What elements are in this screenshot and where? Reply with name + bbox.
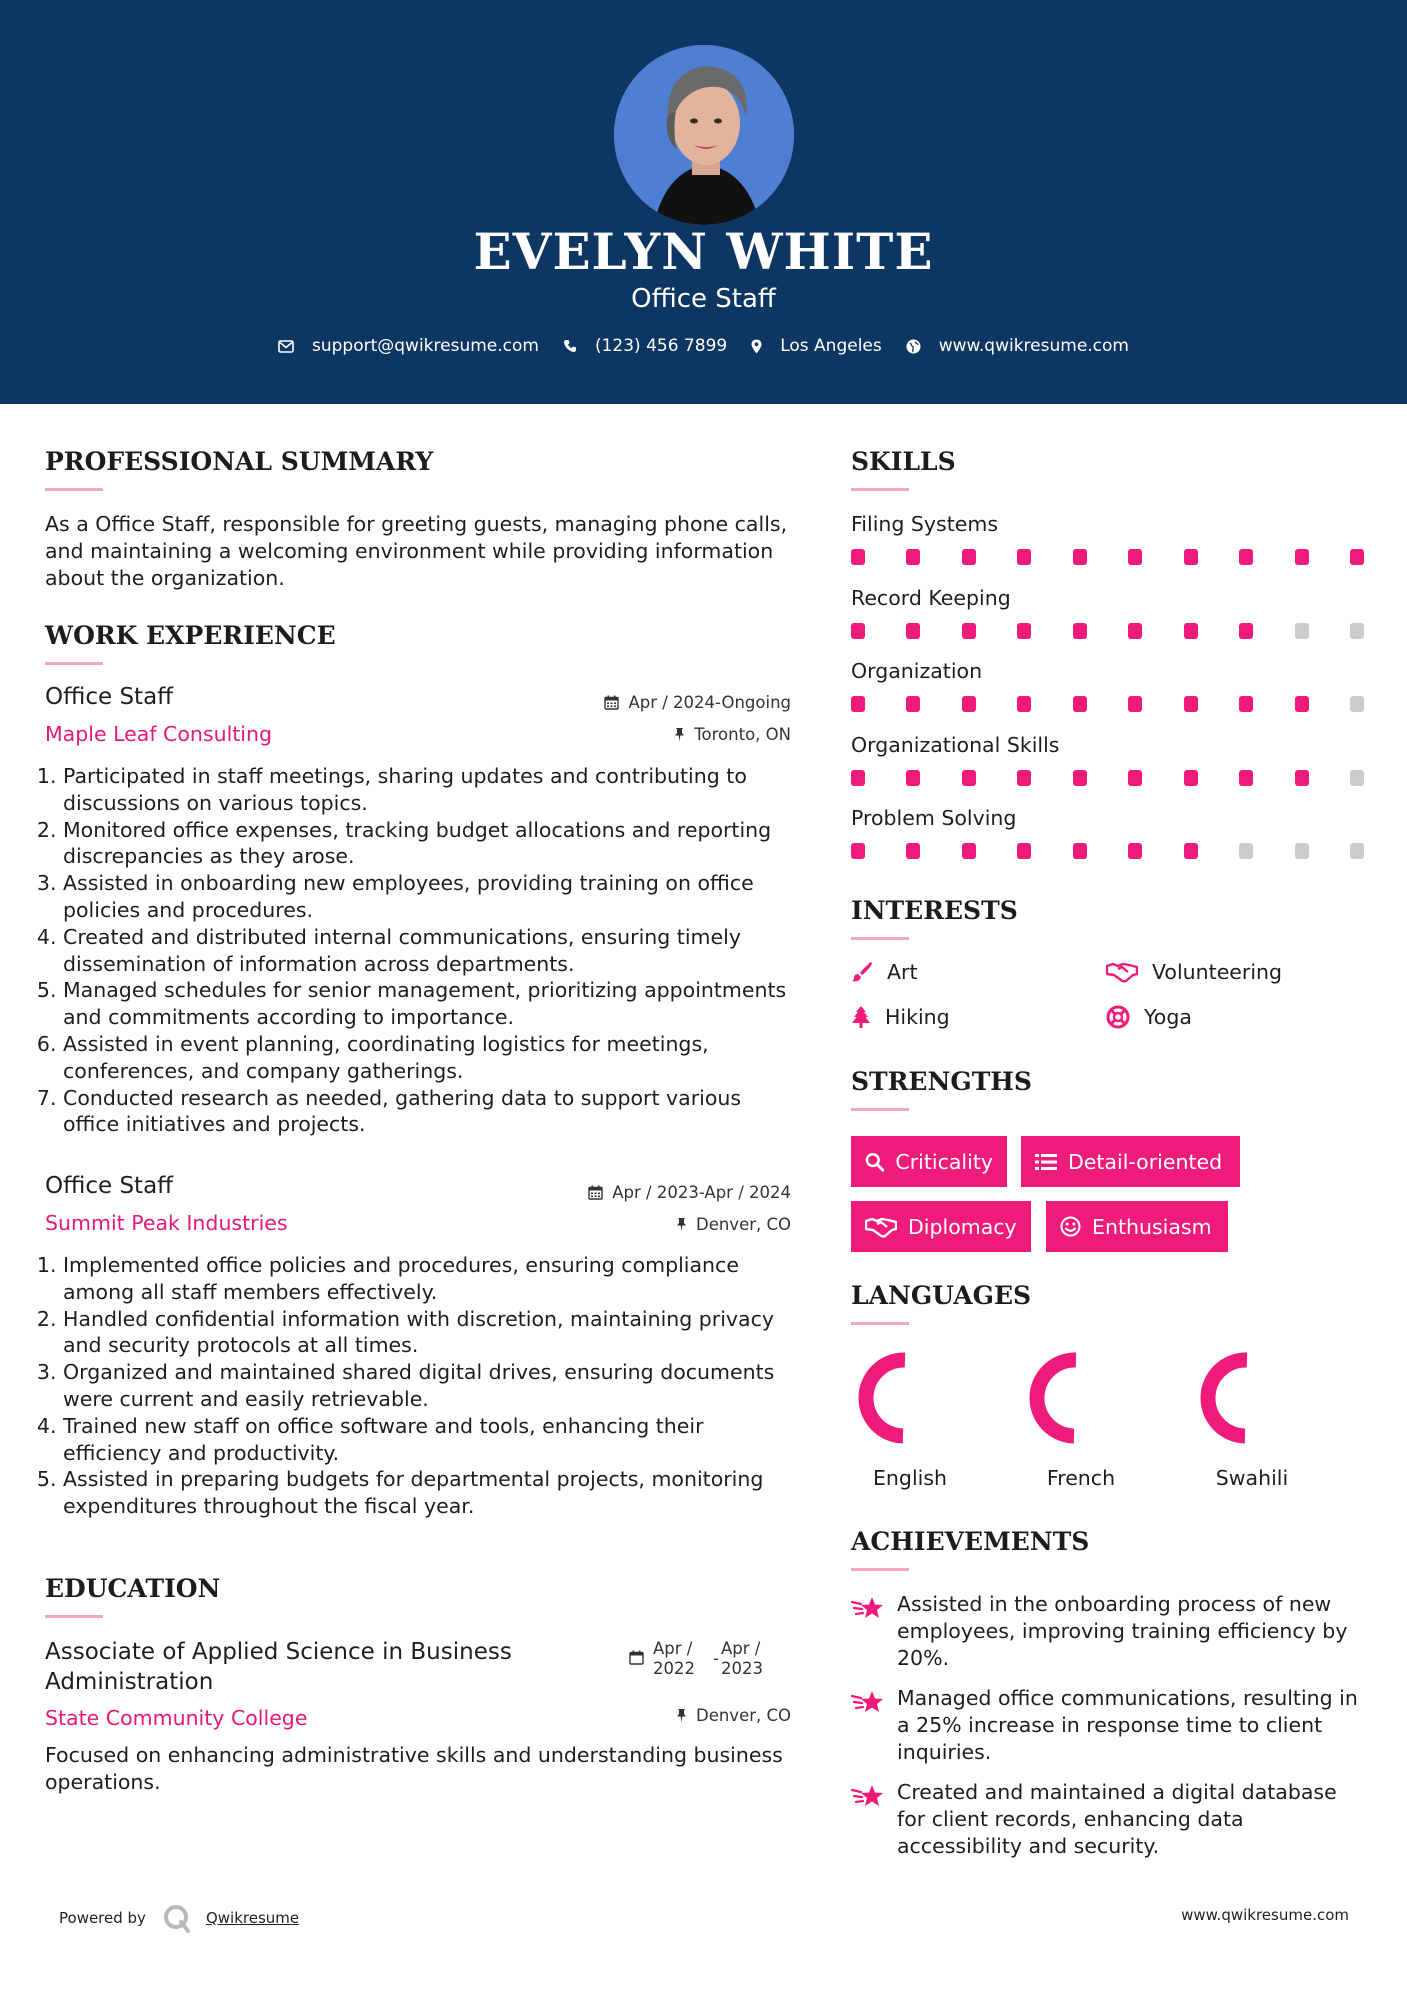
strength-badge bbox=[1021, 1136, 1240, 1187]
strength-label: Enthusiasm bbox=[1092, 1214, 1212, 1239]
skill-name: Problem Solving bbox=[851, 806, 1017, 830]
skill-dot-filled bbox=[906, 549, 920, 565]
education-location-text: Denver, CO bbox=[695, 1706, 791, 1725]
job-location bbox=[676, 1215, 791, 1234]
job-date-text: Apr / 2023-Apr / 2024 bbox=[612, 1183, 791, 1202]
language-label: French bbox=[1046, 1466, 1116, 1490]
portrait-image bbox=[614, 45, 794, 225]
skills-rule bbox=[851, 488, 909, 491]
skill-level-dots bbox=[851, 770, 1364, 786]
resume-header bbox=[0, 0, 1407, 404]
language-ring bbox=[1199, 1352, 1291, 1444]
skill-dot-filled bbox=[1128, 770, 1142, 786]
language-ring bbox=[857, 1352, 949, 1444]
list-item: 6. Assisted in event planning, coordinating logistics for meetings, conferences, and company gatherings. bbox=[63, 1031, 797, 1085]
skill-dot-empty bbox=[1350, 770, 1364, 786]
experience-heading: WORK EXPERIENCE bbox=[45, 621, 336, 650]
skill-level-dots bbox=[851, 623, 1364, 639]
shooting-star-icon bbox=[851, 1689, 885, 1715]
education-start: Apr / 2022 bbox=[653, 1639, 695, 1678]
skill-name: Filing Systems bbox=[851, 512, 999, 536]
contact-bar bbox=[0, 336, 1407, 356]
skill-name: Organization bbox=[851, 659, 983, 683]
achievement-text: Created and maintained a digital database for client records, enhancing data accessibility and security. bbox=[897, 1780, 1337, 1858]
skill-dot-filled bbox=[962, 770, 976, 786]
interests-heading: INTERESTS bbox=[851, 896, 1018, 925]
job-title: Office Staff bbox=[45, 684, 174, 710]
list-item: 4. Created and distributed internal communications, ensuring timely dissemination of information across departments. bbox=[63, 924, 797, 978]
list-item: 3. Assisted in onboarding new employees, providing training on office policies and procedures. bbox=[63, 870, 797, 924]
map-pin-icon bbox=[751, 339, 762, 354]
school-name: State Community College bbox=[45, 1706, 308, 1730]
calendar-icon bbox=[588, 1185, 603, 1200]
skill-dot-filled bbox=[906, 623, 920, 639]
skill-level-dots bbox=[851, 843, 1364, 859]
pushpin-icon bbox=[674, 727, 685, 742]
languages-heading: LANGUAGES bbox=[851, 1281, 1032, 1310]
strengths-rule bbox=[851, 1108, 909, 1111]
skill-dot-filled bbox=[1184, 696, 1198, 712]
achievement-text: Assisted in the onboarding process of new employees, improving training efficiency by 20%. bbox=[897, 1592, 1348, 1670]
tree-icon bbox=[851, 1006, 871, 1028]
job-location-text: Denver, CO bbox=[695, 1215, 791, 1234]
list-item: 1. Implemented office policies and procedures, ensuring compliance among all staff members effectively. bbox=[63, 1252, 797, 1306]
degree-title: Associate of Applied Science in Business Administration bbox=[45, 1639, 512, 1695]
footer-powered bbox=[59, 1903, 299, 1933]
website-text: www.qwikresume.com bbox=[938, 336, 1129, 356]
calendar-icon bbox=[604, 695, 619, 710]
summary-text: As a Office Staff, responsible for greeting guests, managing phone calls, and maintaining a welcoming environment while providing information about the organization. bbox=[45, 512, 788, 590]
strength-badge bbox=[851, 1201, 1031, 1252]
list-item: 4. Trained new staff on office software and tools, enhancing their efficiency and productivity. bbox=[63, 1413, 797, 1467]
job-company: Maple Leaf Consulting bbox=[45, 722, 273, 746]
skill-dot-filled bbox=[962, 843, 976, 859]
interest-label: Art bbox=[887, 960, 918, 984]
experience-rule bbox=[45, 662, 103, 665]
lifebuoy-icon bbox=[1106, 1005, 1130, 1029]
phone-text: (123) 456 7899 bbox=[594, 336, 728, 356]
skill-dot-filled bbox=[1184, 623, 1198, 639]
globe-icon bbox=[906, 339, 921, 354]
skill-dot-filled bbox=[851, 549, 865, 565]
strength-label: Diplomacy bbox=[908, 1214, 1017, 1239]
language-label: English bbox=[872, 1466, 948, 1490]
calendar-icon bbox=[629, 1650, 644, 1665]
skill-dot-filled bbox=[1350, 549, 1364, 565]
achievement-text: Managed office communications, resulting in a 25% increase in response time to client inquiries. bbox=[897, 1686, 1358, 1764]
avatar bbox=[614, 45, 794, 225]
skill-dot-filled bbox=[851, 843, 865, 859]
qwikresume-logo-icon bbox=[162, 1903, 192, 1933]
skill-dot-filled bbox=[1017, 549, 1031, 565]
skill-dot-filled bbox=[906, 843, 920, 859]
achievement-item bbox=[851, 1779, 1371, 1860]
skill-dot-filled bbox=[962, 696, 976, 712]
skill-dot-filled bbox=[851, 623, 865, 639]
skill-dot-filled bbox=[1073, 549, 1087, 565]
candidate-name: EVELYN WHITE bbox=[473, 222, 934, 281]
achievements-heading: ACHIEVEMENTS bbox=[851, 1527, 1090, 1556]
skill-dot-filled bbox=[906, 696, 920, 712]
contact-location bbox=[751, 336, 882, 356]
candidate-role: Office Staff bbox=[631, 284, 776, 314]
education-heading: EDUCATION bbox=[45, 1574, 221, 1603]
interest-label: Yoga bbox=[1144, 1005, 1192, 1029]
skill-dot-filled bbox=[1073, 843, 1087, 859]
qwikresume-link[interactable]: Qwikresume bbox=[205, 1909, 300, 1927]
strengths-heading: STRENGTHS bbox=[851, 1067, 1032, 1096]
interest-label: Hiking bbox=[885, 1005, 950, 1029]
skill-dot-filled bbox=[1239, 696, 1253, 712]
skill-dot-filled bbox=[1017, 843, 1031, 859]
job-location bbox=[674, 725, 791, 744]
envelope-icon bbox=[278, 340, 294, 353]
job-bullets bbox=[45, 763, 797, 1138]
skill-dot-empty bbox=[1239, 843, 1253, 859]
skill-dot-filled bbox=[962, 549, 976, 565]
list-item: 5. Managed schedules for senior management, prioritizing appointments and commitments according to importance. bbox=[63, 977, 797, 1031]
job-bullets bbox=[45, 1252, 797, 1520]
handshake-icon bbox=[865, 1216, 897, 1238]
list-item: 1. Participated in staff meetings, sharing updates and contributing to discussions on various topics. bbox=[63, 763, 797, 817]
language-ring bbox=[1028, 1352, 1120, 1444]
skill-dot-filled bbox=[962, 623, 976, 639]
job-title: Office Staff bbox=[45, 1173, 174, 1199]
skill-dot-filled bbox=[851, 770, 865, 786]
education-end: Apr / 2023 bbox=[720, 1639, 763, 1678]
skill-dot-filled bbox=[1184, 843, 1198, 859]
education-dates bbox=[629, 1639, 771, 1679]
skill-dot-filled bbox=[1184, 549, 1198, 565]
language-label: Swahili bbox=[1215, 1466, 1289, 1490]
achievement-item bbox=[851, 1685, 1371, 1766]
job-date bbox=[588, 1183, 791, 1202]
contact-email[interactable] bbox=[278, 336, 539, 356]
skill-dot-filled bbox=[1128, 549, 1142, 565]
skill-level-dots bbox=[851, 549, 1364, 565]
handshake-icon bbox=[1106, 961, 1138, 983]
interest-label: Volunteering bbox=[1152, 960, 1283, 984]
shooting-star-icon bbox=[851, 1783, 885, 1809]
shooting-star-icon bbox=[851, 1595, 885, 1621]
strength-badge bbox=[851, 1136, 1007, 1187]
interest-hiking bbox=[851, 1005, 950, 1029]
interests-rule bbox=[851, 937, 909, 940]
strength-badge bbox=[1046, 1201, 1228, 1252]
skill-dot-filled bbox=[1073, 770, 1087, 786]
smile-icon bbox=[1060, 1216, 1081, 1237]
skill-level-dots bbox=[851, 696, 1364, 712]
strength-label: Criticality bbox=[895, 1149, 993, 1174]
education-location bbox=[676, 1706, 791, 1725]
skill-dot-filled bbox=[1239, 549, 1253, 565]
list-item: 7. Conducted research as needed, gathering data to support various office initiatives and projects. bbox=[63, 1085, 797, 1139]
phone-icon bbox=[563, 339, 577, 353]
skill-dot-filled bbox=[1073, 696, 1087, 712]
job-date-text: Apr / 2024-Ongoing bbox=[628, 693, 791, 712]
list-icon bbox=[1035, 1153, 1057, 1171]
location-text: Los Angeles bbox=[780, 336, 882, 356]
skill-dot-filled bbox=[851, 696, 865, 712]
skill-dot-filled bbox=[1017, 696, 1031, 712]
skill-dot-filled bbox=[1017, 623, 1031, 639]
interest-art bbox=[851, 960, 918, 984]
skill-dot-filled bbox=[1239, 623, 1253, 639]
skill-dot-filled bbox=[1128, 696, 1142, 712]
skill-dot-empty bbox=[1295, 843, 1309, 859]
skill-dot-filled bbox=[1017, 770, 1031, 786]
date-separator: - bbox=[713, 1649, 719, 1668]
pushpin-icon bbox=[676, 1708, 687, 1723]
summary-rule bbox=[45, 488, 103, 491]
paintbrush-icon bbox=[851, 961, 873, 983]
skill-dot-filled bbox=[1295, 549, 1309, 565]
skill-dot-empty bbox=[1295, 623, 1309, 639]
interest-yoga bbox=[1106, 1005, 1192, 1029]
strength-label: Detail-oriented bbox=[1068, 1149, 1223, 1174]
skill-dot-filled bbox=[1128, 623, 1142, 639]
contact-website[interactable] bbox=[906, 336, 1129, 356]
job-date bbox=[604, 693, 791, 712]
languages-rule bbox=[851, 1322, 909, 1325]
footer-site[interactable]: www.qwikresume.com bbox=[1181, 1906, 1349, 1924]
contact-phone[interactable] bbox=[563, 336, 727, 356]
skill-dot-filled bbox=[1295, 770, 1309, 786]
skill-name: Record Keeping bbox=[851, 585, 1011, 610]
list-item: 2. Monitored office expenses, tracking budget allocations and reporting discrepancies as they arose. bbox=[63, 817, 797, 871]
education-description: Focused on enhancing administrative skills and understanding business operations. bbox=[45, 1743, 783, 1794]
interest-volunteering bbox=[1106, 960, 1282, 984]
education-rule bbox=[45, 1615, 103, 1618]
job-location-text: Toronto, ON bbox=[694, 725, 791, 744]
skill-dot-empty bbox=[1350, 623, 1364, 639]
job-company: Summit Peak Industries bbox=[45, 1211, 288, 1235]
summary-heading: PROFESSIONAL SUMMARY bbox=[45, 447, 434, 476]
skill-dot-empty bbox=[1350, 843, 1364, 859]
powered-by-text: Powered by bbox=[59, 1909, 146, 1927]
skill-dot-filled bbox=[1295, 696, 1309, 712]
list-item: 2. Handled confidential information with discretion, maintaining privacy and security protocols at all times. bbox=[63, 1306, 797, 1360]
skill-dot-empty bbox=[1350, 696, 1364, 712]
list-item: 5. Assisted in preparing budgets for departmental projects, monitoring expenditures throughout the fiscal year. bbox=[63, 1466, 797, 1520]
skill-dot-filled bbox=[1128, 843, 1142, 859]
skill-dot-filled bbox=[1073, 623, 1087, 639]
skill-dot-filled bbox=[1184, 770, 1198, 786]
search-icon bbox=[865, 1152, 884, 1172]
pushpin-icon bbox=[676, 1217, 687, 1232]
skills-heading: SKILLS bbox=[851, 447, 956, 476]
skill-dot-filled bbox=[906, 770, 920, 786]
achievements-rule bbox=[851, 1568, 909, 1571]
list-item: 3. Organized and maintained shared digital drives, ensuring documents were current and easily retrievable. bbox=[63, 1359, 797, 1413]
achievement-item bbox=[851, 1591, 1371, 1672]
email-text: support@qwikresume.com bbox=[312, 336, 539, 356]
skill-name: Organizational Skills bbox=[851, 732, 1060, 757]
skill-dot-filled bbox=[1239, 770, 1253, 786]
